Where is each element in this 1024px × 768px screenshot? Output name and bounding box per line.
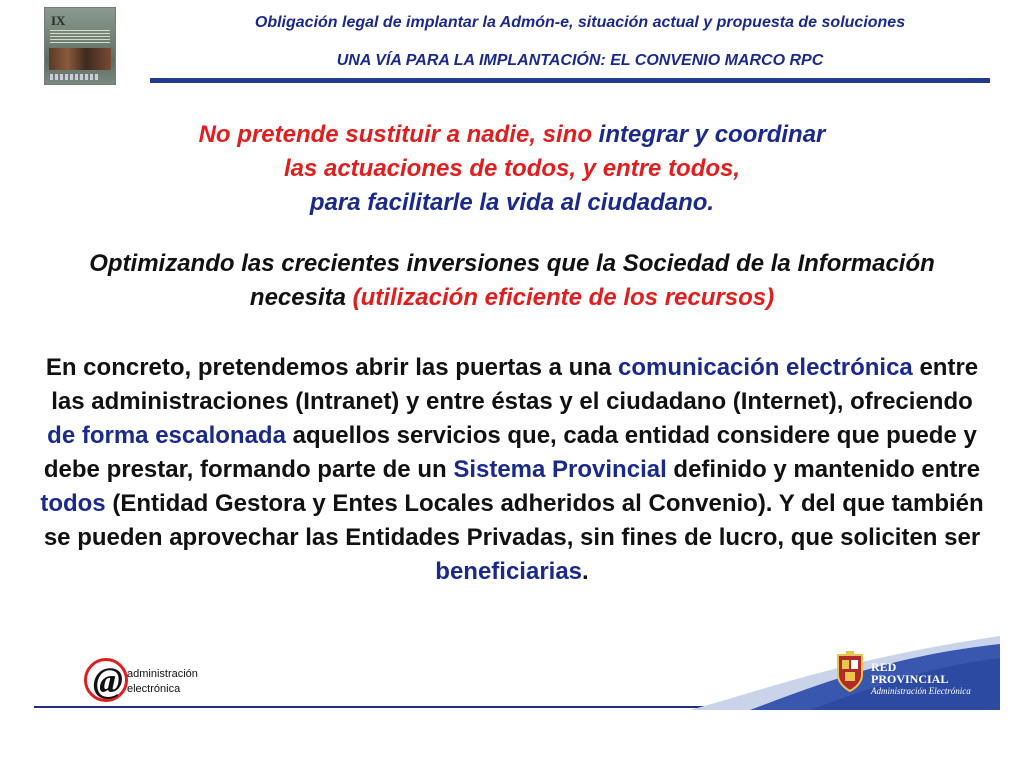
concrete-text-6: .	[582, 558, 589, 585]
concrete-text-2: entre las administraciones (Intranet) y entre éstas y el ciudadano (Internet), ofreciendo	[51, 354, 979, 415]
book-cover-photo	[49, 48, 111, 70]
book-cover-number: IX	[51, 13, 66, 28]
logo-right-line2: PROVINCIAL	[871, 672, 949, 686]
coat-of-arms-icon	[835, 651, 865, 693]
book-cover-text-lines	[50, 30, 110, 44]
header-rule	[150, 78, 990, 83]
logo-left-line2: electrónica	[127, 683, 181, 695]
concrete-text-3: aquellos servicios que, cada entidad considere que puede y debe prestar, formando parte de un	[43, 422, 977, 483]
concrete-paragraph	[40, 351, 984, 589]
concrete-highlight-5: beneficiarias	[435, 558, 583, 585]
concrete-highlight-3: Sistema Provincial	[453, 456, 667, 483]
intro-text-2: las actuaciones de todos, y entre todos,	[283, 155, 741, 182]
optimizing-highlight: (utilización eficiente de los recursos)	[352, 284, 775, 311]
slide-header-subtitle: UNA VÍA PARA LA IMPLANTACIÓN: EL CONVENIO MARCO RPC	[336, 52, 824, 69]
concrete-text-1: En concreto, pretendemos abrir las puertas a una	[45, 354, 619, 381]
optimizing-text: Optimizando las crecientes inversiones que la Sociedad de la Información necesita	[89, 250, 935, 311]
book-cover-image	[44, 7, 116, 85]
concrete-highlight-4: todos	[40, 490, 106, 517]
logo-right-line3: Administración Electrónica	[871, 686, 971, 696]
book-cover-footer	[50, 74, 100, 80]
intro-highlight: integrar y coordinar	[598, 121, 826, 148]
logo-right-line1: RED	[871, 660, 897, 674]
intro-text-1: No pretende sustituir a nadie, sino	[198, 121, 599, 148]
intro-text-3: para facilitarle la vida al ciudadano.	[309, 189, 715, 216]
slide-header-title: Obligación legal de implantar la Admón-e, situación actual y propuesta de soluciones	[254, 14, 906, 31]
at-sign-icon: @	[84, 658, 128, 702]
administracion-electronica-logo	[84, 658, 234, 706]
optimizing-paragraph	[40, 247, 984, 315]
concrete-text-5: (Entidad Gestora y Entes Locales adheridos al Convenio). Y del que también se pueden aprovechar las Entidades Privadas, sin fines de lucro, que soliciten ser	[43, 490, 984, 551]
concrete-text-4: definido y mantenido entre	[666, 456, 981, 483]
intro-paragraph	[40, 118, 984, 220]
concrete-highlight-2: de forma escalonada	[47, 422, 286, 449]
concrete-highlight-1: comunicación electrónica	[618, 354, 913, 381]
logo-left-line1: administración	[127, 668, 198, 680]
